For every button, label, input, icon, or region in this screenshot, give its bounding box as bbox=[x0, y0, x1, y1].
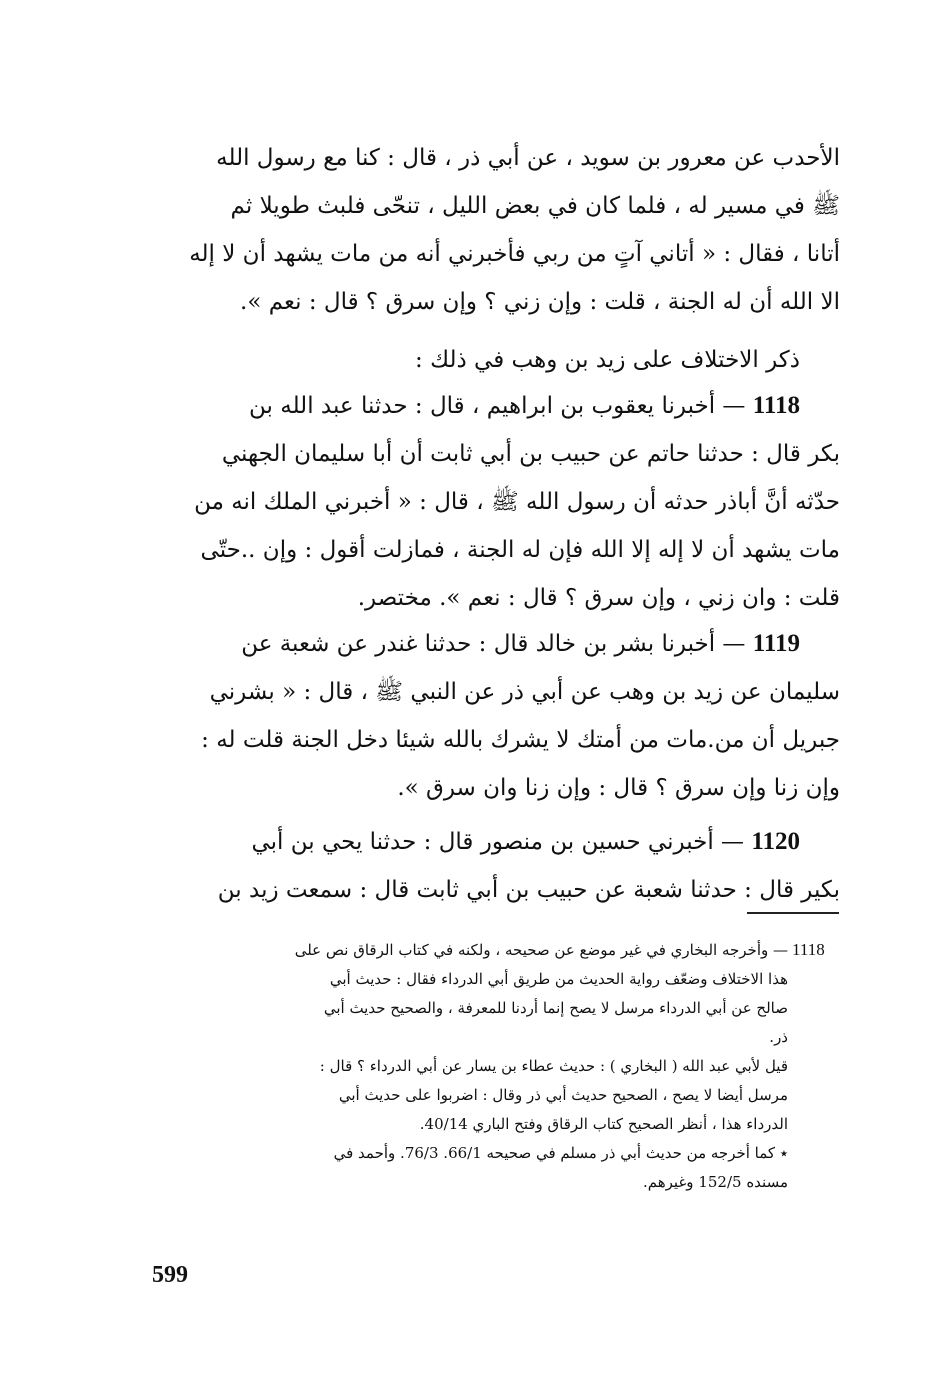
hadith-1118 bbox=[148, 382, 840, 622]
hadith-number: 1118 bbox=[752, 392, 800, 419]
footnote-number: 1118 bbox=[792, 940, 825, 959]
top-paragraph bbox=[148, 134, 840, 326]
footnote-line: ٭ كما أخرجه من حديث أبي ذر مسلم في صحيحه 66/1. 76/3. وأحمد في bbox=[333, 1144, 788, 1162]
text-line bbox=[148, 620, 840, 668]
text-fragment: — أخبرني حسين بن منصور قال : حدثنا يحي بن أبي bbox=[251, 829, 745, 855]
footnote-line: — وأخرجه البخاري في غير موضع عن صحيحه ، ولكنه في كتاب الرقاق نص على bbox=[294, 941, 788, 959]
text-line: ﷺ في مسير له ، فلما كان في بعض الليل ، تنحّى فلبث طويلا ثم bbox=[230, 193, 840, 219]
text-fragment: — أخبرنا يعقوب بن ابراهيم ، قال : حدثنا عبد الله بن bbox=[249, 393, 746, 419]
footnote-line: قيل لأبي عبد الله ( البخاري ) : حديث عطاء بن يسار عن أبي الدرداء ؟ قال : bbox=[319, 1057, 788, 1075]
footnote-line: مرسل أيضا لا يصح ، الصحيح حديث أبي ذر وقال : اضربوا على حديث أبي bbox=[338, 1086, 788, 1104]
page-number: 599 bbox=[152, 1262, 188, 1288]
hadith-1119 bbox=[148, 620, 840, 812]
hadith-1120 bbox=[148, 818, 840, 914]
text-line: الا الله أن له الجنة ، قلت : وإن زني ؟ وإن سرق ؟ قال : نعم ». bbox=[240, 289, 840, 315]
text-line: مات يشهد أن لا إله إلا الله فإن له الجنة ، فمازلت أقول : وإن ..حتّى bbox=[200, 537, 840, 563]
footnote-separator bbox=[747, 912, 839, 914]
footnote-line: صالح عن أبي الدرداء مرسل لا يصح إنما أردنا للمعرفة ، والصحيح حديث أبي bbox=[323, 999, 788, 1017]
text-line: أتانا ، فقال : « أتاني آتٍ من ربي فأخبرني أنه من مات يشهد أن لا إله bbox=[189, 241, 840, 267]
footnote-line: هذا الاختلاف وضعّف رواية الحديث من طريق أبي الدرداء فقال : حديث أبي bbox=[329, 970, 788, 988]
text-line: قلت : وان زني ، وإن سرق ؟ قال : نعم ». مختصر. bbox=[357, 585, 840, 611]
text-line: جبريل أن من.مات من أمتك لا يشرك بالله شيئا دخل الجنة قلت له : bbox=[201, 727, 840, 753]
text-line: وإن زنا وإن سرق ؟ قال : وإن زنا وان سرق ». bbox=[397, 775, 840, 801]
text-fragment: — أخبرنا بشر بن خالد قال : حدثنا غندر عن شعبة عن bbox=[241, 631, 746, 657]
footnote-line: الدرداء هذا ، أنظر الصحيح كتاب الرقاق وفتح الباري 40/14. bbox=[419, 1115, 788, 1133]
text-line: بكير قال : حدثنا شعبة عن حبيب بن أبي ثابت قال : سمعت زيد بن bbox=[217, 877, 840, 903]
footnote-line: مسنده 152/5 وغيرهم. bbox=[642, 1173, 788, 1191]
text-line bbox=[148, 818, 840, 866]
text-line bbox=[148, 382, 840, 430]
footnote-line: ذر. bbox=[769, 1028, 788, 1046]
hadith-number: 1119 bbox=[752, 630, 800, 657]
text-line: بكر قال : حدثنا حاتم عن حبيب بن أبي ثابت أن أبا سليمان الجهني bbox=[221, 441, 840, 467]
footnotes bbox=[148, 936, 788, 1197]
text-line: حدّثه أنَّ أباذر حدثه أن رسول الله ﷺ ، قال : « أخبرني الملك انه من bbox=[194, 489, 840, 515]
text-line: سليمان عن زيد بن وهب عن أبي ذر عن النبي ﷺ ، قال : « بشرني bbox=[209, 679, 840, 705]
hadith-number: 1120 bbox=[751, 828, 800, 855]
section-heading-text: ذكر الاختلاف على زيد بن وهب في ذلك : bbox=[415, 347, 800, 373]
section-heading bbox=[148, 336, 840, 384]
text-line: الأحدب عن معرور بن سويد ، عن أبي ذر ، قال : كنا مع رسول الله bbox=[216, 145, 840, 171]
